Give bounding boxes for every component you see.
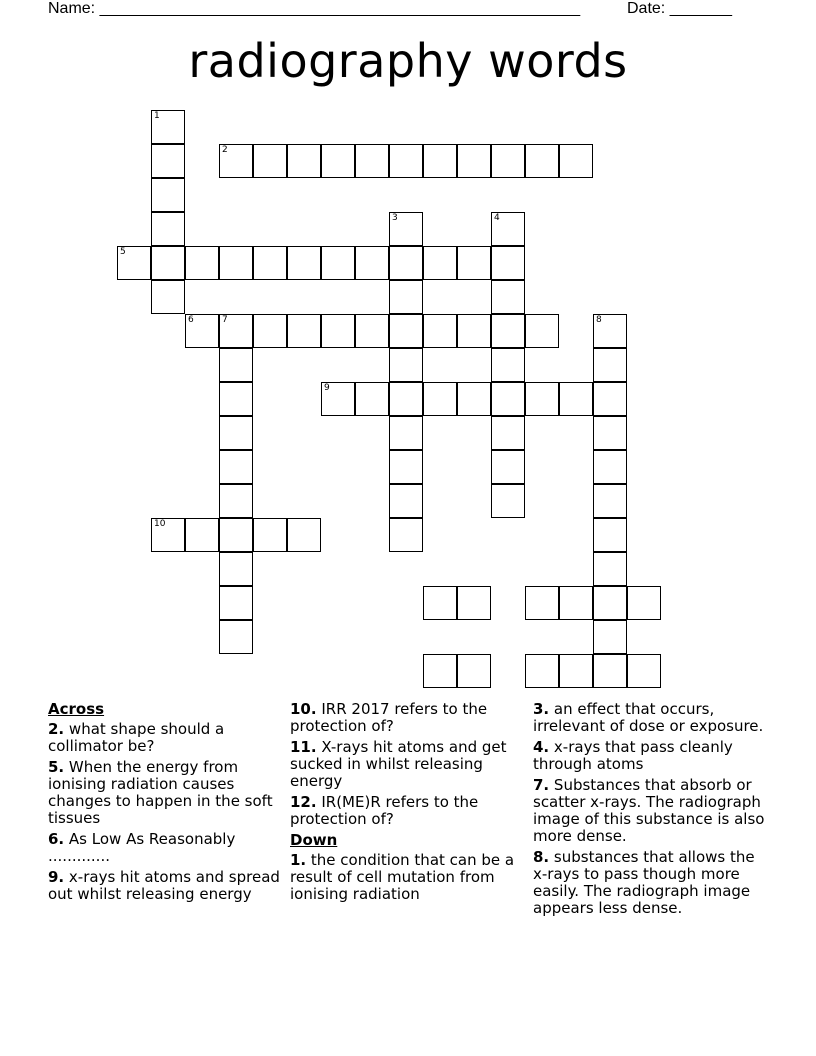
clue-number: 5 bbox=[120, 247, 126, 257]
grid-cell[interactable] bbox=[457, 246, 491, 280]
grid-cell[interactable] bbox=[219, 450, 253, 484]
grid-cell[interactable] bbox=[219, 552, 253, 586]
grid-cell[interactable] bbox=[185, 314, 219, 348]
down-clue-1: 1. the condition that can be a result of cell mutation from ionising radiation bbox=[290, 851, 515, 903]
down-heading: Down bbox=[290, 831, 338, 849]
grid-cell[interactable] bbox=[355, 314, 389, 348]
grid-cell[interactable] bbox=[219, 144, 253, 178]
grid-cell[interactable] bbox=[219, 314, 253, 348]
grid-cell[interactable] bbox=[389, 280, 423, 314]
clue-number: 3 bbox=[392, 213, 398, 223]
grid-cell[interactable] bbox=[389, 518, 423, 552]
grid-cell[interactable] bbox=[491, 314, 525, 348]
grid-cell[interactable] bbox=[389, 348, 423, 382]
grid-cell[interactable] bbox=[559, 382, 593, 416]
grid-cell[interactable] bbox=[185, 246, 219, 280]
grid-cell[interactable] bbox=[491, 348, 525, 382]
grid-cell[interactable] bbox=[253, 518, 287, 552]
grid-cell[interactable] bbox=[457, 382, 491, 416]
grid-cell[interactable] bbox=[253, 314, 287, 348]
clue-number: 8 bbox=[596, 315, 602, 325]
grid-cell[interactable] bbox=[151, 280, 185, 314]
grid-cell[interactable] bbox=[423, 586, 457, 620]
grid-cell[interactable] bbox=[423, 382, 457, 416]
grid-cell[interactable] bbox=[219, 382, 253, 416]
grid-cell[interactable] bbox=[593, 382, 627, 416]
grid-cell[interactable] bbox=[627, 586, 661, 620]
grid-cell[interactable] bbox=[219, 484, 253, 518]
page-title: radiography words bbox=[188, 34, 628, 88]
grid-cell[interactable] bbox=[491, 212, 525, 246]
grid-cell[interactable] bbox=[287, 246, 321, 280]
grid-cell[interactable] bbox=[389, 450, 423, 484]
clues-column-3 bbox=[533, 701, 769, 921]
grid-cell[interactable] bbox=[389, 416, 423, 450]
grid-cell[interactable] bbox=[525, 586, 559, 620]
across-clue-10: 10. IRR 2017 refers to the protection of? bbox=[290, 700, 488, 735]
date-field-label: Date: _______ bbox=[627, 0, 732, 17]
grid-cell[interactable] bbox=[185, 518, 219, 552]
grid-cell[interactable] bbox=[491, 484, 525, 518]
grid-cell[interactable] bbox=[491, 382, 525, 416]
grid-cell[interactable] bbox=[559, 654, 593, 688]
grid-cell[interactable] bbox=[219, 518, 253, 552]
grid-cell[interactable] bbox=[321, 314, 355, 348]
grid-cell[interactable] bbox=[321, 382, 355, 416]
grid-cell[interactable] bbox=[491, 280, 525, 314]
grid-cell[interactable] bbox=[389, 212, 423, 246]
grid-cell[interactable] bbox=[389, 246, 423, 280]
grid-cell[interactable] bbox=[355, 144, 389, 178]
down-clue-8: 8. substances that allows the x-rays to pass though more easily. The radiograph image appears less dense. bbox=[533, 848, 755, 917]
across-clue-6: 6. As Low As Reasonably ............. bbox=[48, 830, 236, 865]
grid-cell[interactable] bbox=[389, 382, 423, 416]
grid-cell[interactable] bbox=[491, 450, 525, 484]
grid-cell[interactable] bbox=[457, 144, 491, 178]
grid-cell[interactable] bbox=[253, 246, 287, 280]
clue-number: 7 bbox=[222, 315, 228, 325]
grid-cell[interactable] bbox=[593, 518, 627, 552]
grid-cell[interactable] bbox=[457, 314, 491, 348]
grid-cell[interactable] bbox=[389, 314, 423, 348]
grid-cell[interactable] bbox=[559, 586, 593, 620]
grid-cell[interactable] bbox=[525, 314, 559, 348]
grid-cell[interactable] bbox=[593, 484, 627, 518]
across-heading: Across bbox=[48, 700, 105, 718]
grid-cell[interactable] bbox=[593, 416, 627, 450]
grid-cell[interactable] bbox=[593, 348, 627, 382]
down-clue-3: 3. an effect that occurs, irrelevant of dose or exposure. bbox=[533, 700, 764, 735]
grid-cell[interactable] bbox=[151, 144, 185, 178]
grid-cell[interactable] bbox=[593, 654, 627, 688]
down-clue-7: 7. Substances that absorb or scatter x-rays. The radiograph image of this substance is also more dense. bbox=[533, 776, 765, 845]
grid-cell[interactable] bbox=[355, 382, 389, 416]
grid-cell[interactable] bbox=[593, 586, 627, 620]
grid-cell[interactable] bbox=[287, 314, 321, 348]
clue-number: 2 bbox=[222, 145, 228, 155]
grid-cell[interactable] bbox=[219, 586, 253, 620]
grid-cell[interactable] bbox=[525, 382, 559, 416]
clue-number: 4 bbox=[494, 213, 500, 223]
grid-cell[interactable] bbox=[219, 620, 253, 654]
grid-cell[interactable] bbox=[321, 246, 355, 280]
grid-cell[interactable] bbox=[559, 144, 593, 178]
across-clue-9: 9. x-rays hit atoms and spread out whilst releasing energy bbox=[48, 868, 280, 903]
name-field-label: Name: ______________________________________________________ bbox=[48, 0, 581, 17]
grid-cell[interactable] bbox=[491, 416, 525, 450]
across-clue-11: 11. X-rays hit atoms and get sucked in whilst releasing energy bbox=[290, 738, 507, 790]
grid-cell[interactable] bbox=[355, 246, 389, 280]
grid-cell[interactable] bbox=[525, 144, 559, 178]
grid-cell[interactable] bbox=[593, 620, 627, 654]
grid-cell[interactable] bbox=[389, 144, 423, 178]
grid-cell[interactable] bbox=[491, 246, 525, 280]
across-clue-5: 5. When the energy from ionising radiation causes changes to happen in the soft tissues bbox=[48, 758, 273, 827]
clue-number: 10 bbox=[154, 519, 166, 529]
grid-cell[interactable] bbox=[491, 144, 525, 178]
grid-cell[interactable] bbox=[151, 178, 185, 212]
grid-cell[interactable] bbox=[423, 654, 457, 688]
grid-cell[interactable] bbox=[389, 484, 423, 518]
grid-cell[interactable] bbox=[151, 246, 185, 280]
across-clue-12: 12. IR(ME)R refers to the protection of? bbox=[290, 793, 479, 828]
down-clue-4: 4. x-rays that pass cleanly through atoms bbox=[533, 738, 733, 773]
grid-cell[interactable] bbox=[593, 450, 627, 484]
clues-column-1 bbox=[48, 701, 284, 907]
clue-number: 1 bbox=[154, 111, 160, 121]
grid-cell[interactable] bbox=[525, 654, 559, 688]
grid-cell[interactable] bbox=[151, 212, 185, 246]
grid-cell[interactable] bbox=[627, 654, 661, 688]
grid-cell[interactable] bbox=[593, 552, 627, 586]
clue-number: 6 bbox=[188, 315, 194, 325]
across-clue-2: 2. what shape should a collimator be? bbox=[48, 720, 225, 755]
grid-cell[interactable] bbox=[219, 246, 253, 280]
grid-cell[interactable] bbox=[219, 348, 253, 382]
clue-number: 9 bbox=[324, 383, 330, 393]
grid-cell[interactable] bbox=[287, 144, 321, 178]
grid-cell[interactable] bbox=[287, 518, 321, 552]
grid-cell[interactable] bbox=[423, 246, 457, 280]
grid-cell[interactable] bbox=[151, 110, 185, 144]
grid-cell[interactable] bbox=[117, 246, 151, 280]
clues-column-2 bbox=[290, 701, 522, 907]
grid-cell[interactable] bbox=[321, 144, 355, 178]
grid-cell[interactable] bbox=[457, 586, 491, 620]
grid-cell[interactable] bbox=[253, 144, 287, 178]
grid-cell[interactable] bbox=[457, 654, 491, 688]
grid-cell[interactable] bbox=[219, 416, 253, 450]
grid-cell[interactable] bbox=[423, 144, 457, 178]
grid-cell[interactable] bbox=[423, 314, 457, 348]
grid-cell[interactable] bbox=[151, 518, 185, 552]
grid-cell[interactable] bbox=[593, 314, 627, 348]
